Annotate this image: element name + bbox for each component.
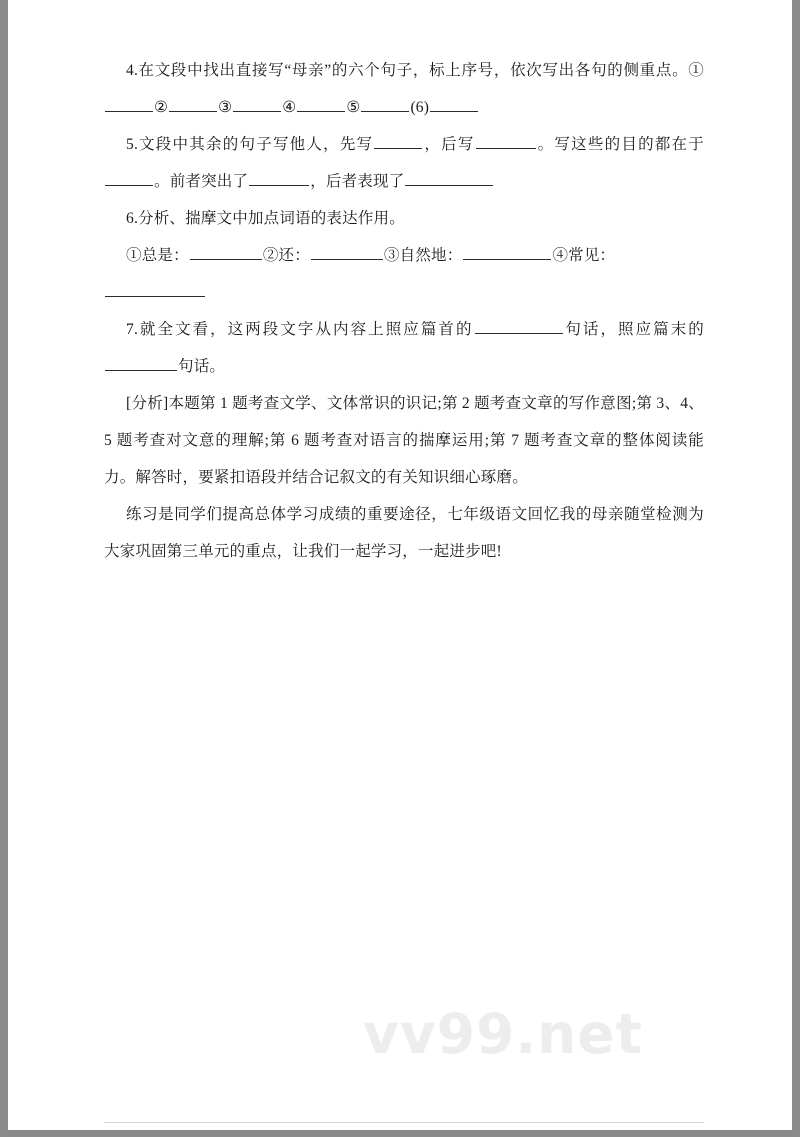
answer-blank[interactable] bbox=[105, 356, 177, 371]
answer-blank[interactable] bbox=[405, 171, 493, 186]
answer-blank[interactable] bbox=[297, 97, 345, 112]
question-5-text-5: ，后者表现了 bbox=[310, 173, 405, 190]
question-6-item-1-label: ①总是： bbox=[126, 247, 189, 264]
question-5-text-4: 。前者突出了 bbox=[154, 173, 249, 190]
question-7-text-3: 句话。 bbox=[178, 358, 226, 375]
answer-blank[interactable] bbox=[105, 97, 153, 112]
question-4-label-5: ⑤ bbox=[346, 99, 361, 116]
footer-divider bbox=[104, 1122, 704, 1123]
question-7-text-1: 7.就全文看，这两段文字从内容上照应篇首的 bbox=[126, 321, 474, 338]
question-6-item-4-label: ④常见： bbox=[552, 247, 616, 264]
question-4-text-1: 4.在文段中找出直接写“母亲”的六个句子，标上序号，依次写出各句的侧重点。① bbox=[126, 62, 704, 79]
question-6-text: 6.分析、揣摩文中加点词语的表达作用。 bbox=[126, 210, 405, 227]
answer-blank[interactable] bbox=[430, 97, 478, 112]
question-5-text-3: 。写这些的目的都在于 bbox=[536, 136, 704, 153]
question-6 bbox=[104, 200, 704, 237]
question-7 bbox=[104, 311, 704, 385]
answer-blank[interactable] bbox=[475, 319, 563, 334]
answer-blank[interactable] bbox=[190, 245, 262, 260]
answer-blank[interactable] bbox=[233, 97, 281, 112]
document-body bbox=[104, 52, 704, 570]
question-4-label-4: ④ bbox=[282, 99, 297, 116]
question-6-item-3-label: ③自然地： bbox=[383, 247, 463, 264]
answer-blank[interactable] bbox=[463, 245, 551, 260]
closing-paragraph: 练习是同学们提高总体学习成绩的重要途径，七年级语文回忆我的母亲随堂检测为大家巩固第三单元的重点，让我们一起学习，一起进步吧! bbox=[104, 506, 704, 560]
analysis-paragraph: [分析]本题第 1 题考查文学、文体常识的识记;第 2 题考查文章的写作意图;第 3、4、5 题考查对文意的理解;第 6 题考查对语言的揣摩运用;第 7 题考查文章的整体阅读能力。解答时，要紧扣语段并结合记叙文的有关知识细心琢磨。 bbox=[104, 395, 704, 486]
question-5 bbox=[104, 126, 704, 200]
answer-blank[interactable] bbox=[249, 171, 309, 186]
question-4-label-6: (6) bbox=[410, 99, 430, 116]
answer-blank[interactable] bbox=[374, 134, 422, 149]
question-5-text-2: ，后写 bbox=[423, 136, 475, 153]
answer-blank[interactable] bbox=[361, 97, 409, 112]
document-page bbox=[8, 0, 792, 1130]
answer-blank[interactable] bbox=[476, 134, 536, 149]
question-4-label-3: ③ bbox=[218, 99, 233, 116]
answer-blank[interactable] bbox=[169, 97, 217, 112]
question-6-item-2-label: ②还： bbox=[262, 247, 310, 264]
answer-blank[interactable] bbox=[105, 282, 205, 297]
page-top-edge bbox=[8, 0, 792, 2]
answer-blank[interactable] bbox=[105, 171, 153, 186]
question-7-text-2: 句话，照应篇末的 bbox=[563, 321, 704, 338]
question-4-label-2: ② bbox=[154, 99, 169, 116]
question-5-text-1: 5.文段中其余的句子写他人，先写 bbox=[126, 136, 374, 153]
question-4 bbox=[104, 52, 704, 126]
question-6-items bbox=[104, 237, 704, 311]
answer-blank[interactable] bbox=[311, 245, 383, 260]
watermark: vv99.net bbox=[363, 1002, 643, 1066]
